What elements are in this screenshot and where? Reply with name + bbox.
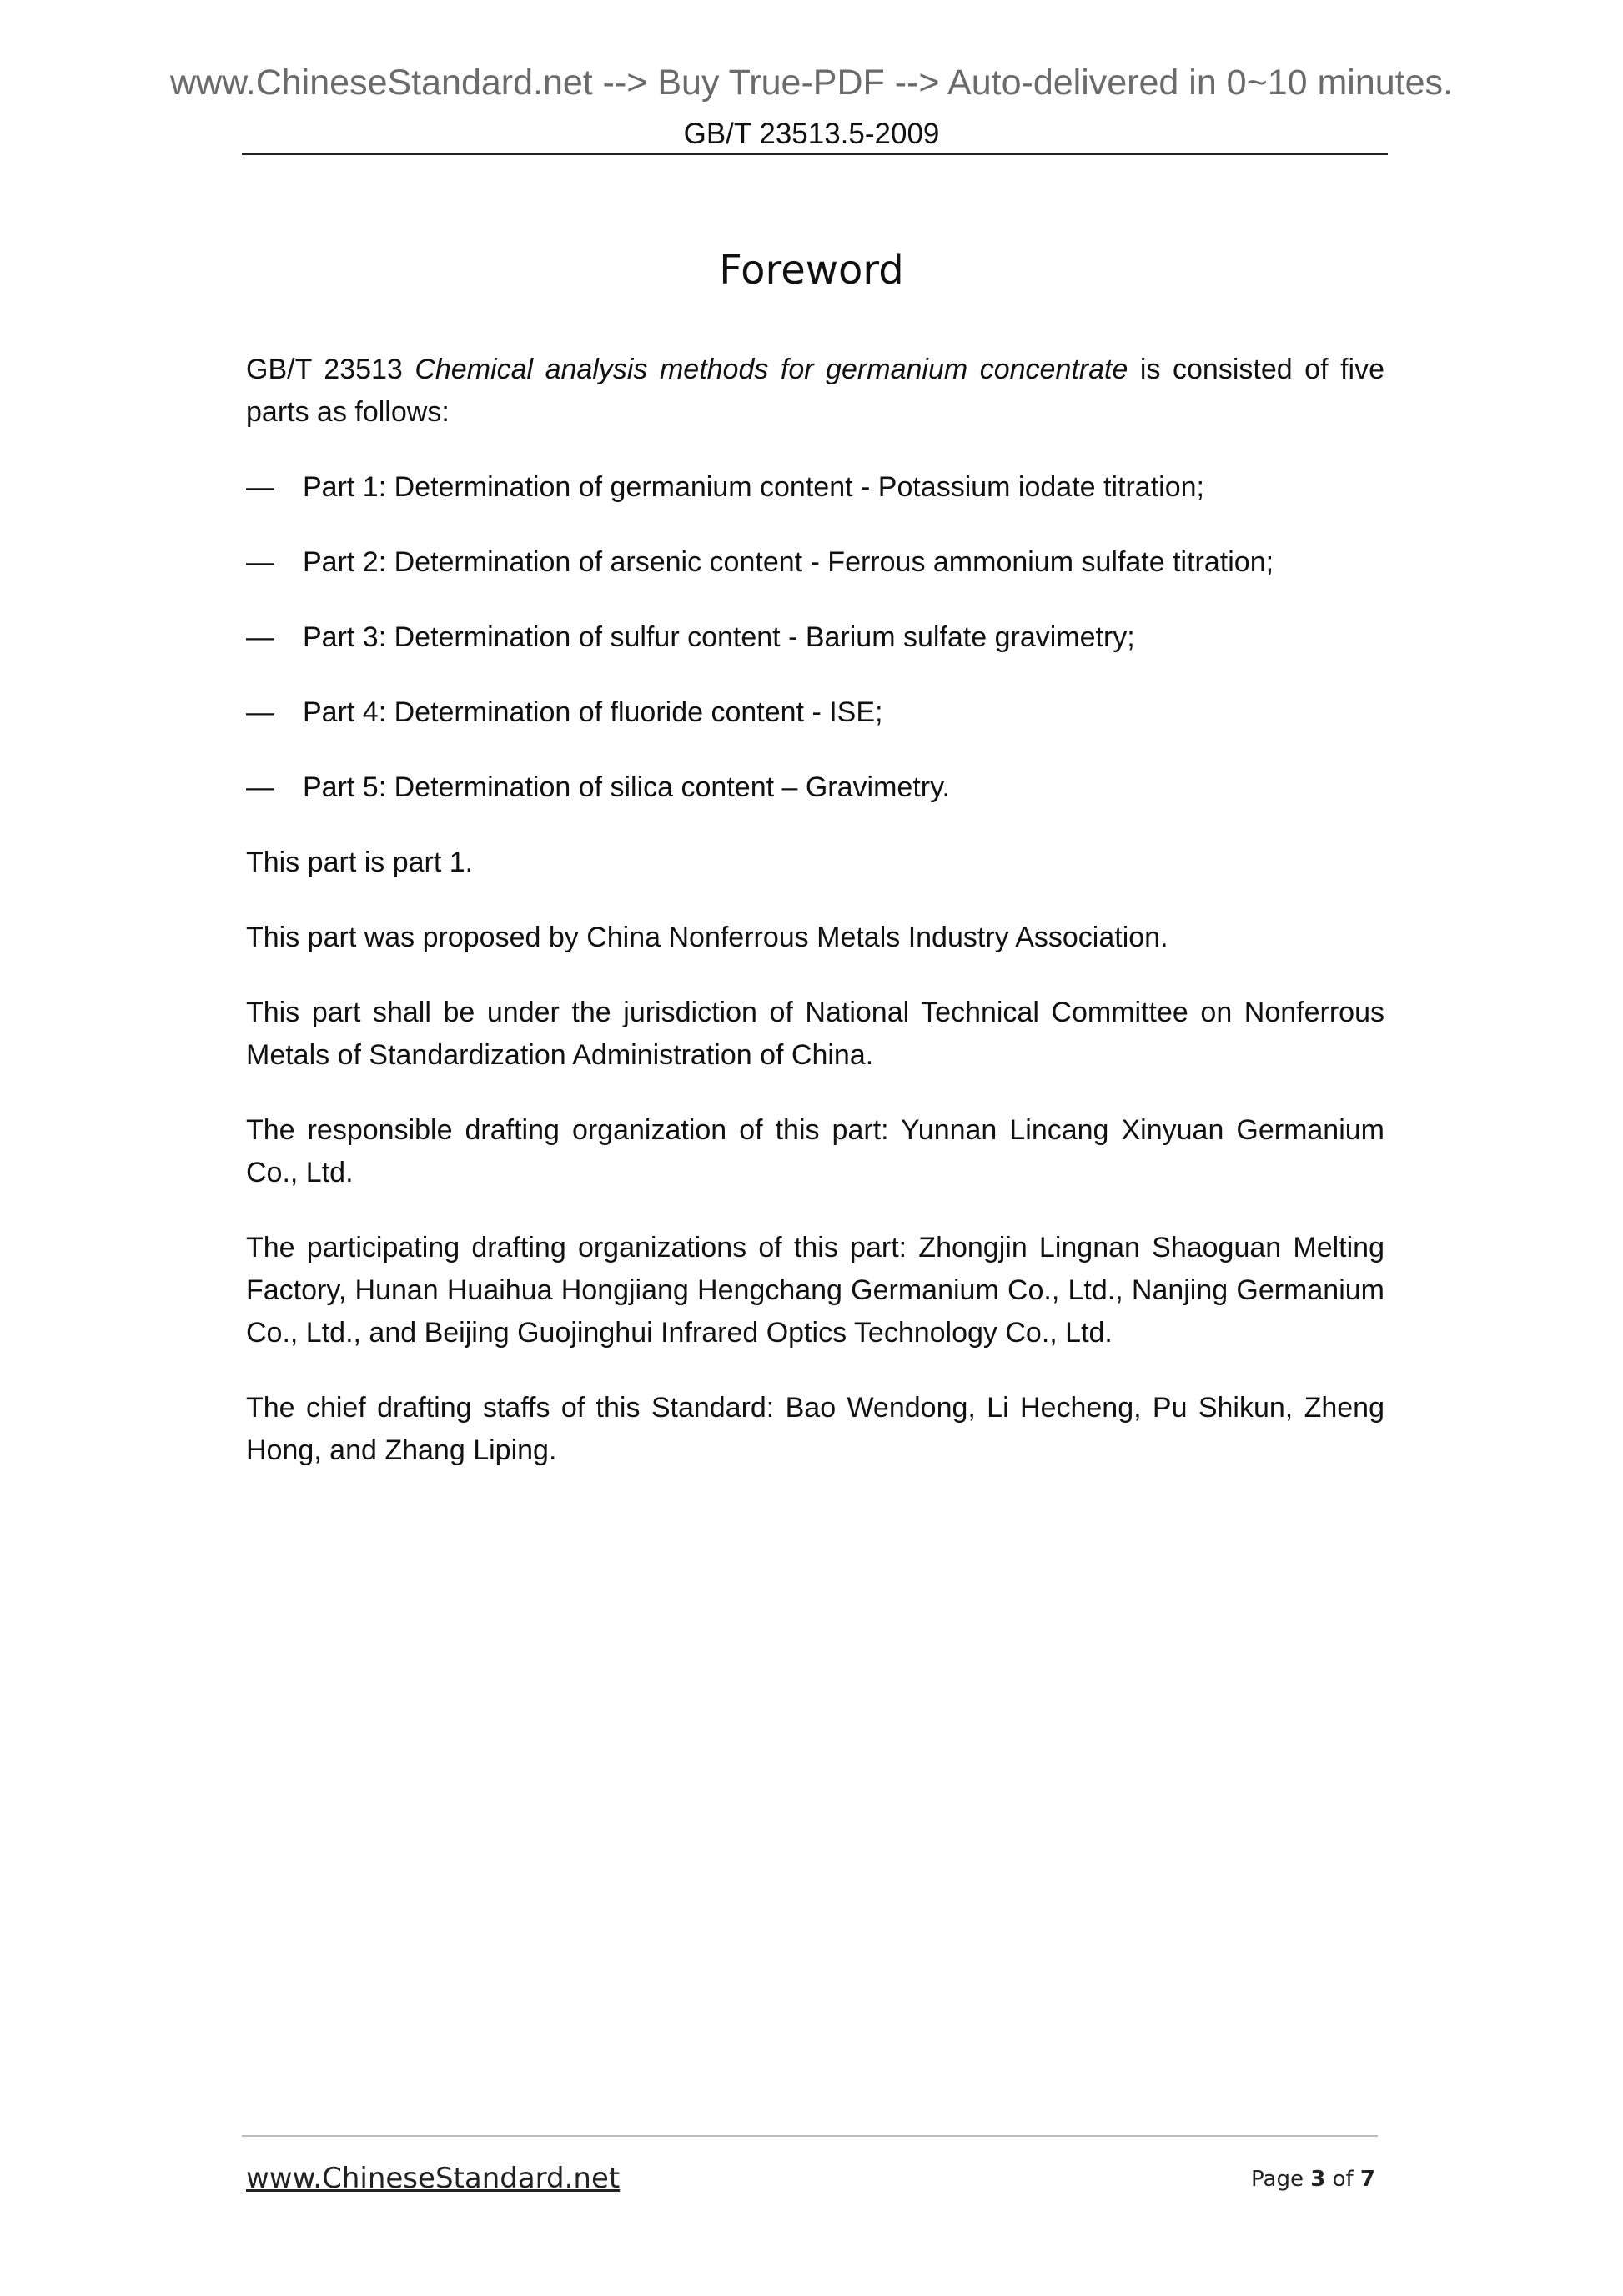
site-banner[interactable]: www.ChineseStandard.net --> Buy True-PDF --> Auto-delivered in 0~10 minutes. [169, 63, 1453, 103]
part-4-text: Part 4: Determination of fluoride content - ISE; [303, 696, 883, 728]
list-item [246, 691, 1384, 734]
footer-site-link[interactable]: www.ChineseStandard.net [246, 2162, 621, 2195]
footer-divider [242, 2135, 1378, 2137]
jurisdiction-statement: This part shall be under the jurisdiction of National Technical Committee on Nonferrous Metals of Standardization Administration of China. [246, 997, 1384, 1071]
dash-bullet: — [246, 471, 274, 503]
page-label: Page [1251, 2167, 1304, 2192]
proposer-statement: This part was proposed by China Nonferrous Metals Industry Association. [246, 922, 1168, 953]
list-item [246, 766, 1384, 809]
dash-bullet: — [246, 771, 274, 803]
header-divider [242, 153, 1388, 155]
foreword-body [246, 349, 1384, 1505]
list-item [246, 541, 1384, 584]
dash-bullet: — [246, 696, 274, 728]
standard-code: GB/T 23513.5-2009 [683, 118, 940, 150]
list-item [246, 616, 1384, 659]
part-5-text: Part 5: Determination of silica content – Gravimetry. [303, 771, 951, 803]
page-of: of [1332, 2167, 1354, 2192]
dash-bullet: — [246, 546, 274, 578]
page-total: 7 [1359, 2167, 1375, 2192]
intro-prefix: GB/T 23513 [246, 354, 415, 385]
page-number [1251, 2168, 1375, 2190]
responsible-org-statement: The responsible drafting organization of this part: Yunnan Lincang Xinyuan Germanium Co., Ltd. [246, 1114, 1384, 1188]
part-3-text: Part 3: Determination of sulfur content - Barium sulfate gravimetry; [303, 621, 1135, 653]
intro-suffix: is consisted of five parts as follows: [246, 354, 1384, 428]
parts-list [246, 466, 1384, 809]
list-item [246, 466, 1384, 509]
participating-orgs-statement: The participating drafting organizations of this part: Zhongjin Lingnan Shaoguan Melting Factory, Hunan Huaihua Hongjiang Hengchang Germanium Co., Ltd., Nanjing Germanium Co., Ltd., and Beijing Guojinghui Infrared Optics Technology Co., Ltd. [246, 1232, 1384, 1349]
part-statement: This part is part 1. [246, 847, 474, 878]
page-current: 3 [1310, 2167, 1326, 2192]
standard-title-italic: Chemical analysis methods for germanium concentrate [415, 354, 1128, 385]
intro-paragraph [246, 349, 1384, 434]
page-title: Foreword [719, 247, 904, 294]
dash-bullet: — [246, 621, 274, 653]
part-2-text: Part 2: Determination of arsenic content - Ferrous ammonium sulfate titration; [303, 546, 1274, 578]
drafting-staff-statement: The chief drafting staffs of this Standard: Bao Wendong, Li Hecheng, Pu Shikun, Zheng Hong, and Zhang Liping. [246, 1392, 1384, 1466]
part-1-text: Part 1: Determination of germanium content - Potassium iodate titration; [303, 471, 1204, 503]
